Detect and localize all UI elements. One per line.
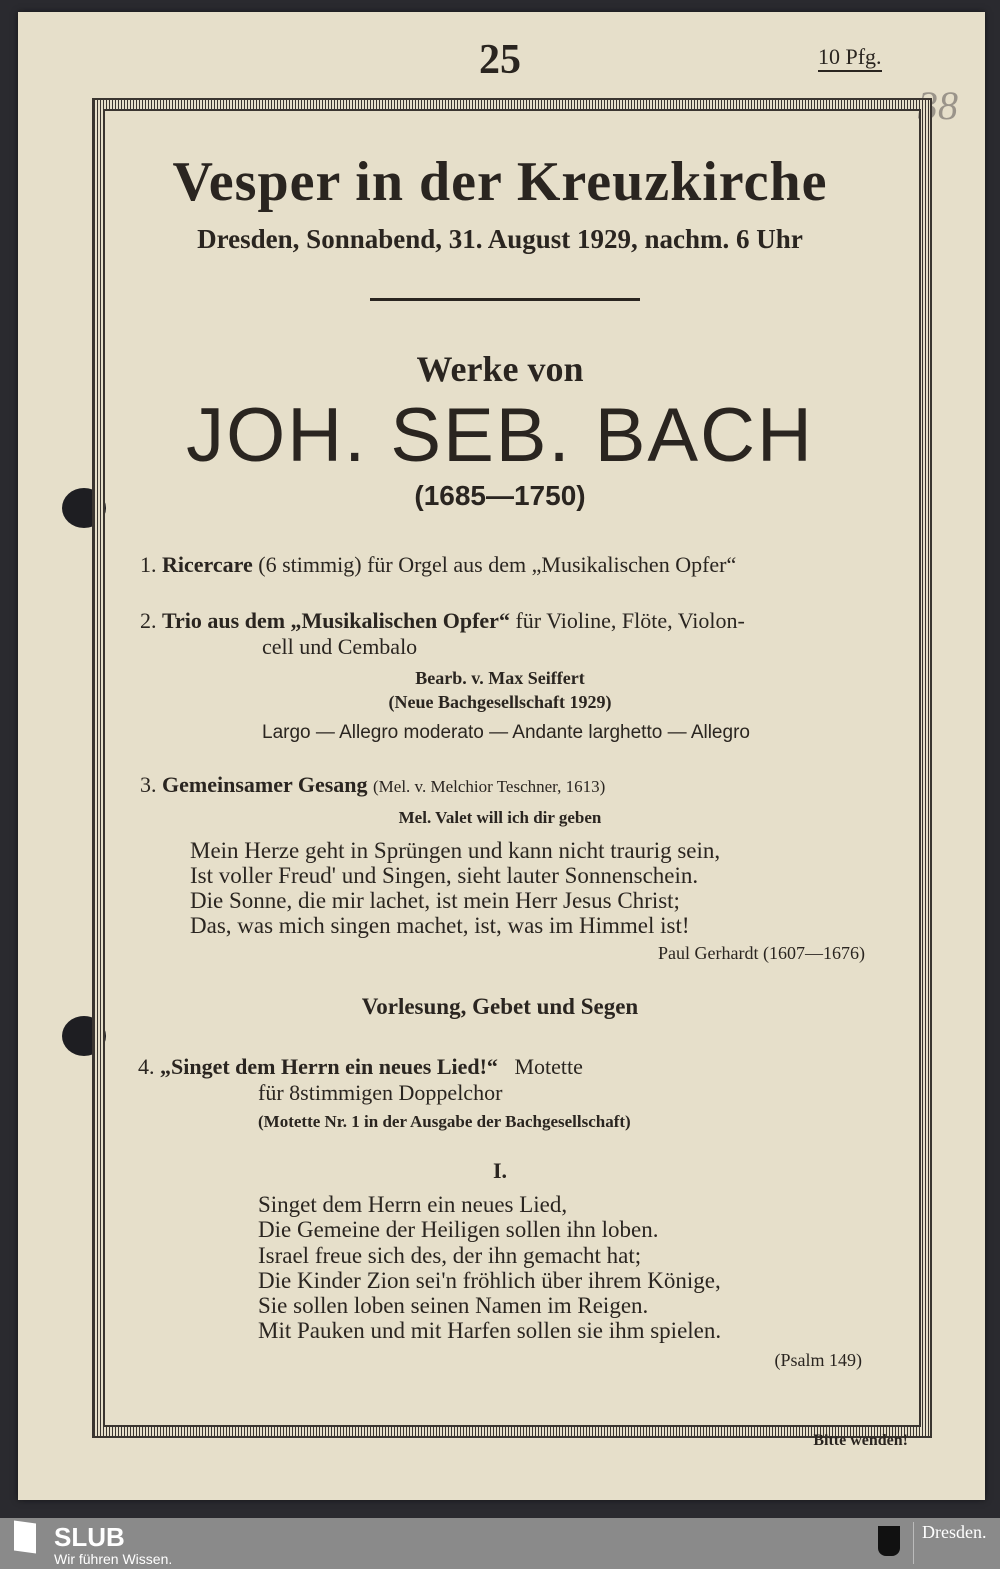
hymn-author: Paul Gerhardt (1607—1676) — [658, 943, 865, 963]
price: 10 Pfg. — [818, 44, 882, 72]
slub-logo[interactable]: SLUB — [54, 1522, 125, 1552]
page-number: 25 — [479, 37, 521, 83]
composer: JOH. SEB. BACH — [186, 393, 814, 478]
program-item-1: 1. Ricercare (6 stimmig) für Orgel aus dem „Musikalischen Opfer“ — [140, 552, 737, 577]
dresden-coat-of-arms-icon — [878, 1526, 900, 1556]
program-item-2: 2. Trio aus dem „Musikalischen Opfer“ für Violine, Flöte, Violon- — [140, 608, 745, 633]
dresden-logo[interactable]: Dresden. — [922, 1522, 987, 1542]
interlude: Vorlesung, Gebet und Segen — [361, 994, 639, 1019]
motet-text: Singet dem Herrn ein neues Lied, Die Gemeine der Heiligen sollen ihn loben. Israel freue sich des, der ihn gemacht hat; Die Kinder Zion sei'n fröhlich über ihrem Könige, Sie sollen loben seinen Namen im Reigen. Mit Pauken und mit Harfen sollen sie ihm spielen. — [258, 1192, 722, 1344]
movements: Largo — Allegro moderato — Andante larghetto — Allegro — [262, 722, 750, 743]
divider — [370, 298, 640, 301]
pencil-note: 38 — [918, 83, 958, 128]
hymn-verse: Mein Herze geht in Sprüngen und kann nicht traurig sein, Ist voller Freud' und Singen, sieht lauter Sonnenschein. Die Sonne, die mir lachet, ist mein Herr Jesus Christ; Das, was mich singen machet, ist, was im Himmel ist! — [190, 838, 721, 938]
program-item-4: 4. „Singet dem Herrn ein neues Lied!“ Motette — [138, 1054, 583, 1079]
section-number: I. — [492, 1158, 508, 1183]
works-by: Werke von — [416, 349, 584, 389]
melody: Mel. Valet will ich dir geben — [398, 808, 602, 827]
edition: (Neue Bachgesellschaft 1929) — [388, 692, 612, 712]
program-item-2-line2: cell und Cembalo — [262, 634, 418, 659]
lifespan: (1685—1750) — [414, 480, 586, 511]
title: Vesper in der Kreuzkirche — [172, 151, 828, 213]
psalm-source: (Psalm 149) — [774, 1350, 862, 1370]
divider — [913, 1522, 914, 1564]
slub-tagline: Wir führen Wissen. — [54, 1551, 173, 1567]
turn-over-note: Bitte wenden! — [813, 1432, 908, 1449]
program-item-4-line2: für 8stimmigen Doppelchor — [258, 1080, 503, 1105]
program-item-3: 3. Gemeinsamer Gesang (Mel. v. Melchior Teschner, 1613) — [140, 772, 606, 797]
motet-note: (Motette Nr. 1 in der Ausgabe der Bachgesellschaft) — [258, 1112, 631, 1131]
arranger: Bearb. v. Max Seiffert — [415, 668, 585, 688]
subtitle: Dresden, Sonnabend, 31. August 1929, nachm. 6 Uhr — [197, 224, 803, 254]
slub-book-icon — [14, 1520, 36, 1553]
footer-bar — [0, 1518, 1000, 1569]
